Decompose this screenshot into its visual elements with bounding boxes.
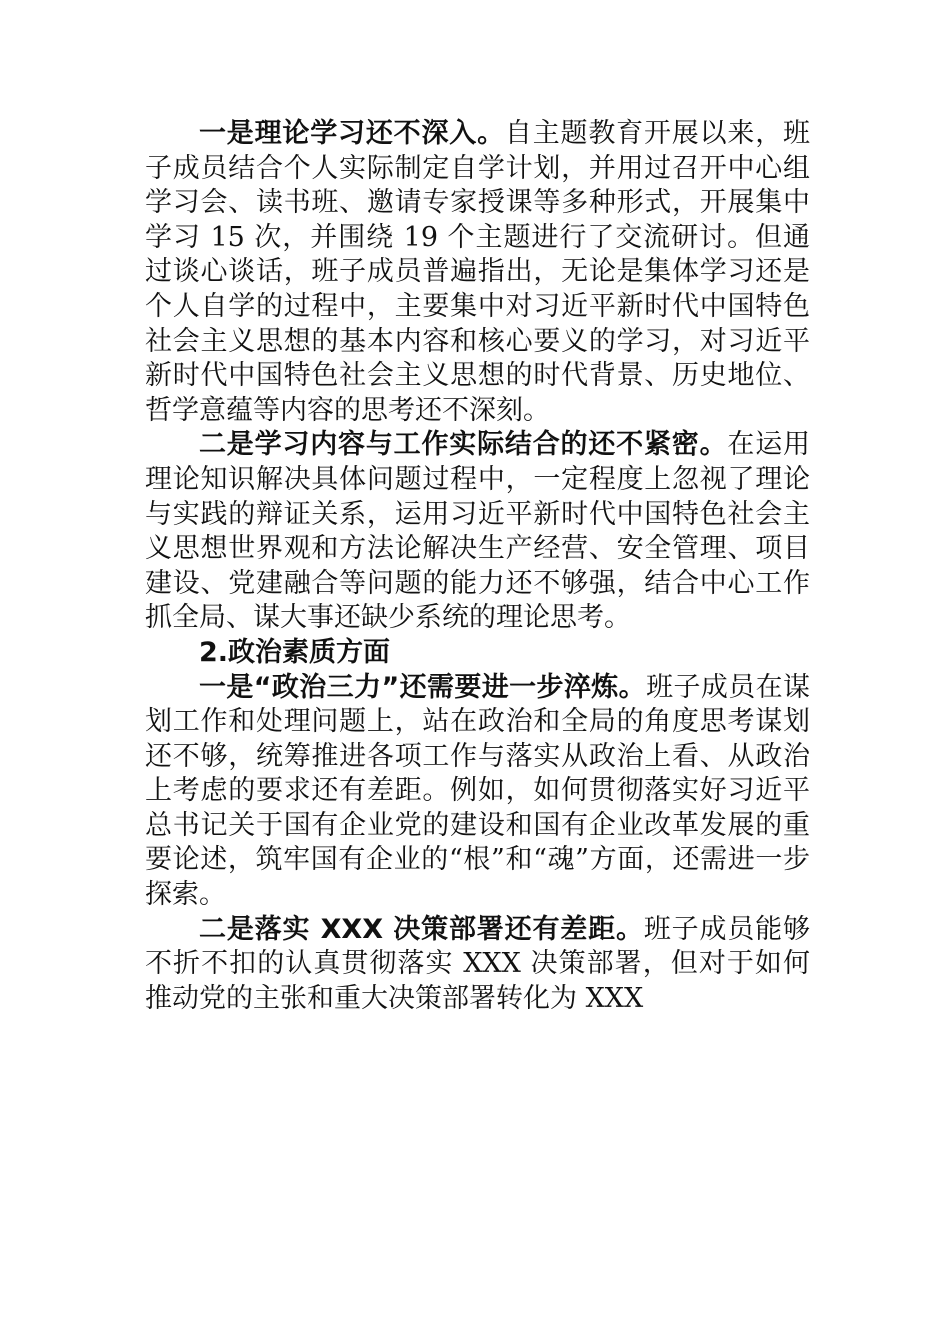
paragraph-lead: 二是落实 XXX 决策部署还有差距。	[199, 913, 644, 945]
paragraph-text: 自主题教育开展以来，班子成员结合个人实际制定自学计划，并用过召开中心组学习会、读书班、邀请专家授课等多种形式，开展集中学习 15 次，并围绕 19 个主题进行了交流研讨。但通过谈心谈话，班子成员普遍指出，无论是集体学习还是个人自学的过程中，主要集中对习近平新时代中国特色社会主义思想的基本内容和核心要义的学习，对习近平新时代中国特色社会主义思想的时代背景、历史地位、哲学意蕴等内容的思考还不深刻。	[145, 118, 811, 426]
paragraph-text: 班子成员能够不折不扣的认真贯彻落实 XXX 决策部署，但对于如何推动党的主张和重大决策部署转化为 XXX	[145, 913, 810, 1014]
paragraph-study-practice	[145, 428, 810, 636]
document-body	[145, 117, 810, 1016]
paragraph-text: 在运用理论知识解决具体问题过程中，一定程度上忽视了理论与实践的辩证关系，运用习近平新时代中国特色社会主义思想世界观和方法论解决生产经营、安全管理、项目建设、党建融合等问题的能力还不够强，结合中心工作抓全局、谋大事还缺少系统的理论思考。	[145, 429, 811, 634]
paragraph-political-ability	[145, 671, 810, 913]
paragraph-decision-implementation	[145, 913, 810, 1017]
paragraph-text: 班子成员在谋划工作和处理问题上，站在政治和全局的角度思考谋划还不够，统筹推进各项工作与落实从政治上看、从政治上考虑的要求还有差距。例如，如何贯彻落实好习近平总书记关于国有企业党的建设和国有企业改革发展的重要论述，筑牢国有企业的“根”和“魂”方面，还需进一步探索。	[145, 671, 810, 911]
section-heading: 2.政治素质方面	[199, 636, 391, 668]
paragraph-lead: 一是“政治三力”还需要进一步淬炼。	[199, 671, 647, 703]
paragraph-lead: 二是学习内容与工作实际结合的还不紧密。	[199, 429, 728, 461]
paragraph-lead: 一是理论学习还不深入。	[199, 118, 505, 149]
paragraph-theory-study	[145, 117, 810, 428]
